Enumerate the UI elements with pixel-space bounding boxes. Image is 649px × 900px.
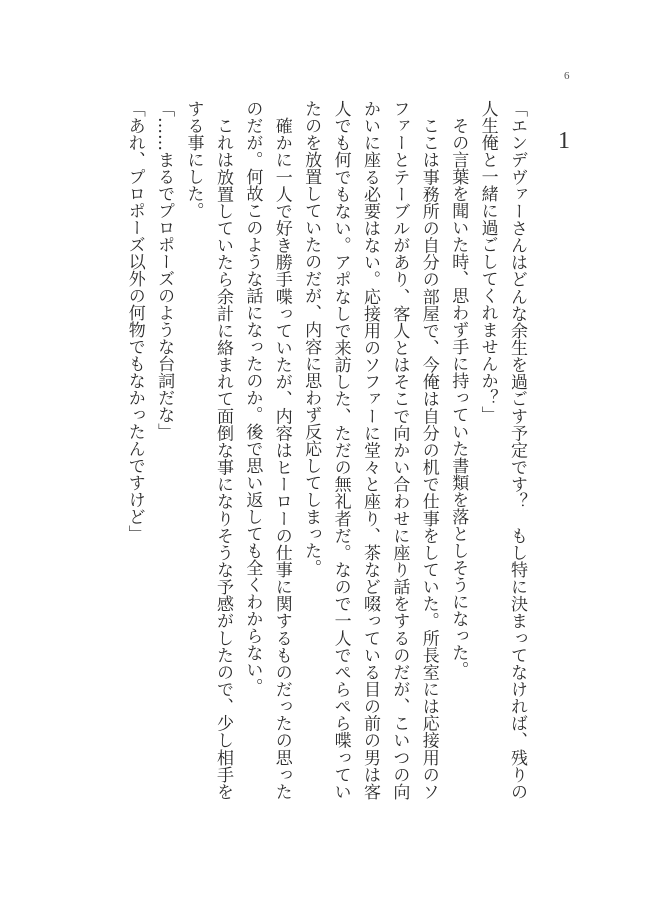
paragraph-5: これは放置していたら余計に絡まれて面倒な事になりそうな予感がしたので、少し相手をする事にした。 [183, 100, 233, 800]
paragraph-1: 「エンデヴァーさんはどんな余生を過ごす予定です？ もし特に決まってなければ、残りの人生俺と一緒に過ごしてくれませんか？」 [477, 100, 527, 801]
paragraph-7: 「あれ、プロポーズ以外の何物でもなかったんですけど」 [124, 100, 145, 542]
chapter-number: 1 [558, 128, 570, 154]
paragraph-2: その言葉を聞いた時、思わず手に持っていた書類を落としそうになった。 [448, 100, 469, 678]
paragraph-6: 「……まるでプロポーズのような台詞だな」 [154, 100, 175, 440]
page-number: 6 [564, 70, 570, 82]
vertical-body-text [119, 100, 531, 800]
paragraph-3: ここは事務所の自分の部屋で、今俺は自分の机で仕事をしていた。所長室には応接用のソファーとテーブルがあり、客人とはそこで向かい合わせに座り話をするのだが、こいつの向かいに座る必要はない。応接用のソファーに堂々と座り、茶など啜っている目の前の男は客人でも何でもない。アポなしで来訪した、ただの無礼者だ。なので一人でぺらぺら喋っていたのを放置していたのだが、内容に思わず反応してしまった。 [301, 100, 439, 801]
paragraph-4: 確かに一人で好き勝手喋っていたが、内容はヒーローの仕事に関するものだったの思ったのだが。何故このような話になったのか。後で思い返しても全くわからない。 [242, 100, 292, 801]
